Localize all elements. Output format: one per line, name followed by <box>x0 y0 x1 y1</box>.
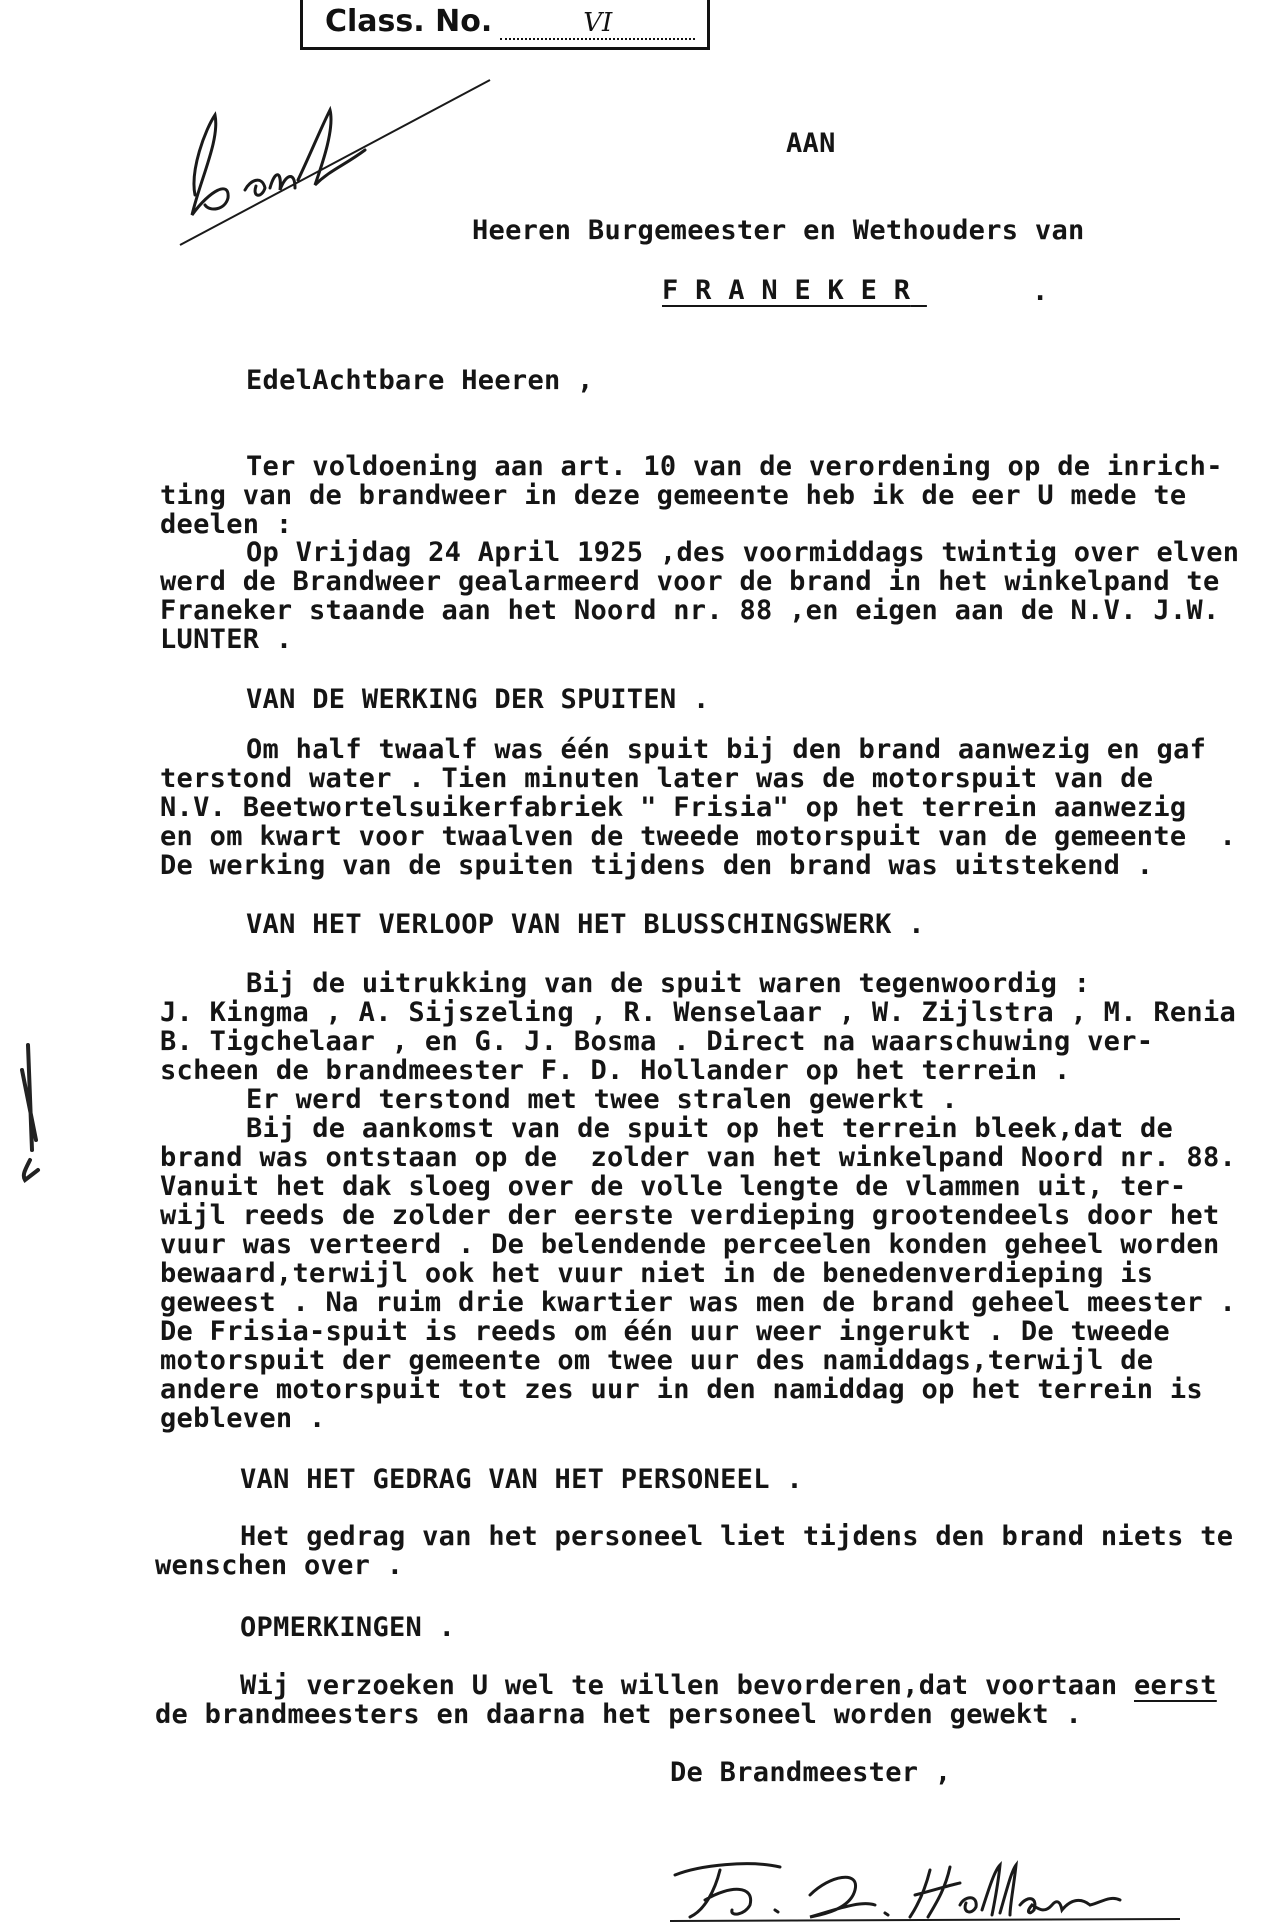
salutation: EdelAchtbare Heeren , <box>246 365 594 396</box>
margin-pencil-mark <box>0 1040 60 1200</box>
body-line: De werking van de spuiten tijdens den brand was uitstekend . <box>160 850 1154 881</box>
intro-line: deelen : <box>160 509 293 540</box>
intro-line: Ter voldoening aan art. 10 van de verordening op de inrich- <box>246 451 1223 482</box>
intro-line: werd de Brandweer gealarmeerd voor de brand in het winkelpand te <box>160 566 1220 597</box>
body-line: Het gedrag van het personeel liet tijdens den brand niets te <box>240 1521 1234 1552</box>
body-line: motorspuit der gemeente om twee uur des namiddags,terwijl de <box>160 1345 1154 1376</box>
body-line: bewaard,terwijl ook het vuur niet in de benedenverdieping is <box>160 1258 1154 1289</box>
body-line: De Frisia-spuit is reeds om één uur weer ingerukt . De tweede <box>160 1316 1170 1347</box>
section-heading: VAN DE WERKING DER SPUITEN . <box>246 684 710 715</box>
header-place-dot: . <box>1032 276 1049 307</box>
underlined-word: eerst <box>1134 1670 1217 1701</box>
class-number-stamp <box>300 0 710 50</box>
body-line: gebleven . <box>160 1403 326 1434</box>
handwritten-signature <box>660 1855 1200 1925</box>
place-name: F R A N E K E R <box>662 275 911 306</box>
intro-line: ting van de brandweer in deze gemeente heb ik de eer U mede te <box>160 480 1187 511</box>
body-line: geweest . Na ruim drie kwartier was men de brand geheel meester . <box>160 1287 1237 1318</box>
body-line: en om kwart voor twaalven de tweede motorspuit van de gemeente . <box>160 821 1237 852</box>
section-heading: VAN HET GEDRAG VAN HET PERSONEEL . <box>240 1464 803 1495</box>
body-line: Om half twaalf was één spuit bij den brand aanwezig en gaf <box>246 734 1207 765</box>
body-line: B. Tigchelaar , en G. J. Bosma . Direct na waarschuwing ver- <box>160 1026 1154 1057</box>
body-line: J. Kingma , A. Sijszeling , R. Wenselaar , W. Zijlstra , M. Renia <box>160 997 1237 1028</box>
stamp-number: VI <box>500 8 695 40</box>
section-heading: VAN HET VERLOOP VAN HET BLUSSCHINGSWERK . <box>246 909 925 940</box>
body-line: wenschen over . <box>155 1550 404 1581</box>
body-line: brand was ontstaan op de zolder van het winkelpand Noord nr. 88. <box>160 1142 1237 1173</box>
header-place <box>662 276 927 306</box>
body-line: Vanuit het dak sloeg over de volle lengte de vlammen uit, ter- <box>160 1171 1187 1202</box>
body-line: de brandmeesters en daarna het personeel worden gewekt . <box>155 1699 1083 1730</box>
body-line: Bij de uitrukking van de spuit waren tegenwoordig : <box>246 968 1091 999</box>
body-line: wijl reeds de zolder der eerste verdieping grootendeels door het <box>160 1200 1220 1231</box>
body-line <box>240 1671 1217 1701</box>
body-text: Wij verzoeken U wel te willen bevorderen,dat voortaan <box>240 1670 1134 1701</box>
intro-line: Op Vrijdag 24 April 1925 ,des voormiddags twintig over elven <box>246 537 1240 568</box>
closing: De Brandmeester , <box>670 1757 952 1788</box>
header-addressee: Heeren Burgemeester en Wethouders van <box>472 215 1085 246</box>
body-line: Er werd terstond met twee stralen gewerkt . <box>246 1084 958 1115</box>
body-line: scheen de brandmeester F. D. Hollander op het terrein . <box>160 1055 1071 1086</box>
stamp-label: Class. No. <box>325 4 493 39</box>
intro-line: LUNTER . <box>160 624 293 655</box>
body-line: terstond water . Tien minuten later was de motorspuit van de <box>160 763 1154 794</box>
body-line: N.V. Beetwortelsuikerfabriek " Frisia" op het terrein aanwezig <box>160 792 1187 823</box>
intro-line: Franeker staande aan het Noord nr. 88 ,en eigen aan de N.V. J.W. <box>160 595 1220 626</box>
body-line: vuur was verteerd . De belendende perceelen konden geheel worden <box>160 1229 1220 1260</box>
body-line: Bij de aankomst van de spuit op het terrein bleek,dat de <box>246 1113 1174 1144</box>
section-heading: OPMERKINGEN . <box>240 1612 456 1643</box>
body-line: andere motorspuit tot zes uur in den namiddag op het terrein is <box>160 1374 1203 1405</box>
header-aan: AAN <box>786 128 836 159</box>
